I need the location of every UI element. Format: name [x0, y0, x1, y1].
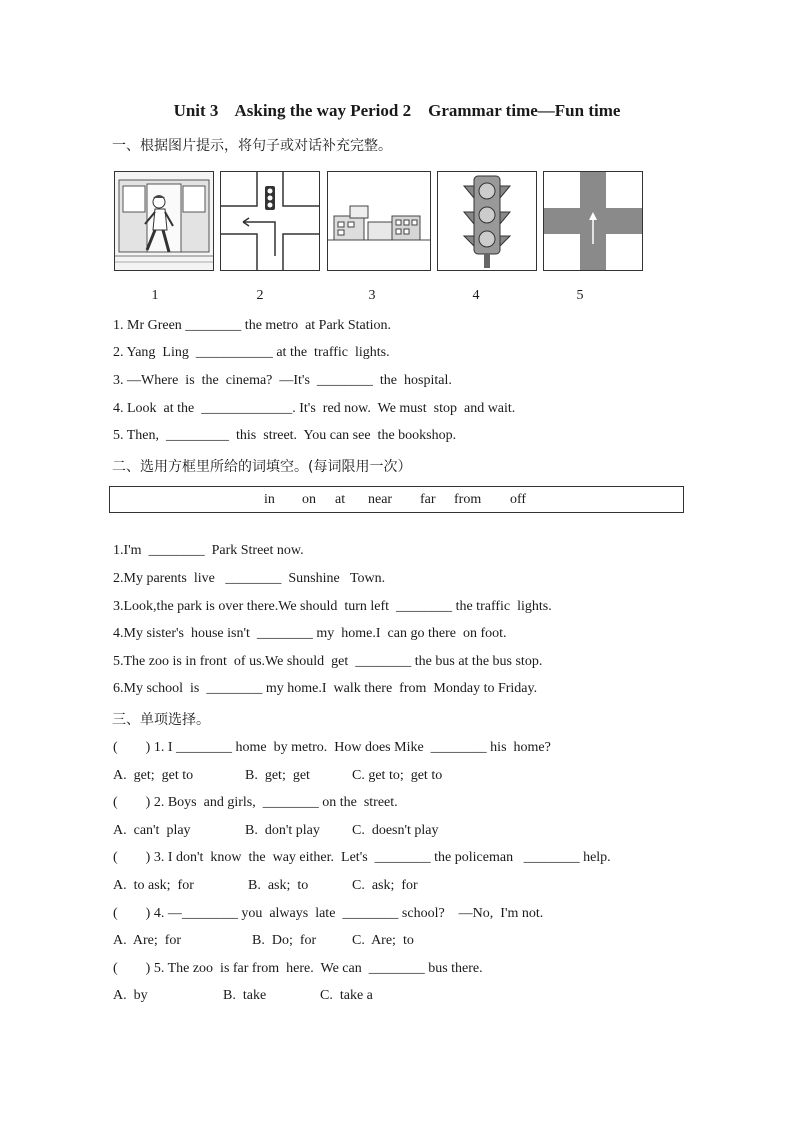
question-1-option-c: C. get to; get to: [352, 768, 443, 783]
page-title: Unit 3 Asking the way Period 2 Grammar time—Fun time: [173, 101, 621, 120]
picture-5: [543, 171, 643, 271]
section2-item-5: 5.The zoo is in front of us.We should get ________ the bus at the bus stop.: [113, 654, 543, 669]
section1-item-1: 1. Mr Green ________ the metro at Park Station.: [113, 318, 392, 333]
question-2: ( ) 2. Boys and girls, ________ on the street.: [113, 795, 398, 810]
picture-4: [437, 171, 537, 271]
word-off: off: [510, 492, 527, 507]
question-1-option-b: B. get; get: [245, 768, 310, 783]
section2-item-4: 4.My sister's house isn't ________ my home.I can go there on foot.: [113, 626, 507, 641]
word-in: in: [264, 492, 275, 507]
question-5-option-a: A. by: [113, 988, 148, 1003]
question-3-option-a: A. to ask; for: [113, 878, 194, 893]
turn-left-at-traffic-lights-icon: [221, 172, 319, 270]
section2-item-1: 1.I'm ________ Park Street now.: [113, 543, 304, 558]
man-leaving-metro-icon: [115, 172, 213, 270]
word-near: near: [368, 492, 393, 507]
section3-heading: 三、单项选择。: [112, 712, 210, 728]
section2-item-2: 2.My parents live ________ Sunshine Town.: [113, 571, 386, 586]
picture-1: [114, 171, 214, 271]
section1-item-5: 5. Then, _________ this street. You can see the bookshop.: [113, 428, 457, 443]
question-4: ( ) 4. —________ you always late ________ school? —No, I'm not.: [113, 906, 544, 921]
picture-number-5: 5: [576, 288, 584, 303]
section1-heading: 一、根据图片提示，将句子或对话补充完整。: [112, 138, 392, 154]
word-at: at: [335, 492, 346, 507]
question-1: ( ) 1. I ________ home by metro. How does Mike ________ his home?: [113, 740, 551, 755]
word-from: from: [454, 492, 482, 507]
question-2-option-c: C. doesn't play: [352, 823, 439, 838]
question-3-option-c: C. ask; for: [352, 878, 418, 893]
question-1-option-a: A. get; get to: [113, 768, 194, 783]
question-5: ( ) 5. The zoo is far from here. We can ________ bus there.: [113, 961, 483, 976]
question-2-option-b: B. don't play: [245, 823, 320, 838]
traffic-light-icon: [438, 172, 536, 270]
section2-heading: 二、选用方框里所给的词填空。(每词限用一次）: [112, 459, 412, 475]
word-box: [109, 486, 684, 513]
question-4-option-a: A. Are; for: [113, 933, 182, 948]
picture-number-4: 4: [472, 288, 480, 303]
word-far: far: [420, 492, 436, 507]
picture-2: [220, 171, 320, 271]
word-on: on: [302, 492, 316, 507]
question-5-option-b: B. take: [223, 988, 267, 1003]
section1-item-2: 2. Yang Ling ___________ at the traffic lights.: [113, 345, 390, 360]
section1-item-3: 3. —Where is the cinema? —It's ________ the hospital.: [113, 373, 452, 388]
question-3-option-b: B. ask; to: [248, 878, 309, 893]
question-5-option-c: C. take a: [320, 988, 373, 1003]
section2-item-6: 6.My school is ________ my home.I walk there from Monday to Friday.: [113, 681, 538, 696]
go-straight-crossroad-icon: [544, 172, 642, 270]
question-2-option-a: A. can't play: [113, 823, 191, 838]
question-4-option-b: B. Do; for: [252, 933, 317, 948]
picture-number-1: 1: [151, 288, 159, 303]
section1-item-4: 4. Look at the _____________. It's red now. We must stop and wait.: [113, 401, 516, 416]
section2-item-3: 3.Look,the park is over there.We should turn left ________ the traffic lights.: [113, 599, 552, 614]
picture-number-3: 3: [368, 288, 376, 303]
picture-3: [327, 171, 431, 271]
picture-number-2: 2: [256, 288, 264, 303]
question-4-option-c: C. Are; to: [352, 933, 414, 948]
question-3: ( ) 3. I don't know the way either. Let's ________ the policeman ________ help.: [113, 850, 611, 865]
buildings-icon: [328, 172, 430, 270]
